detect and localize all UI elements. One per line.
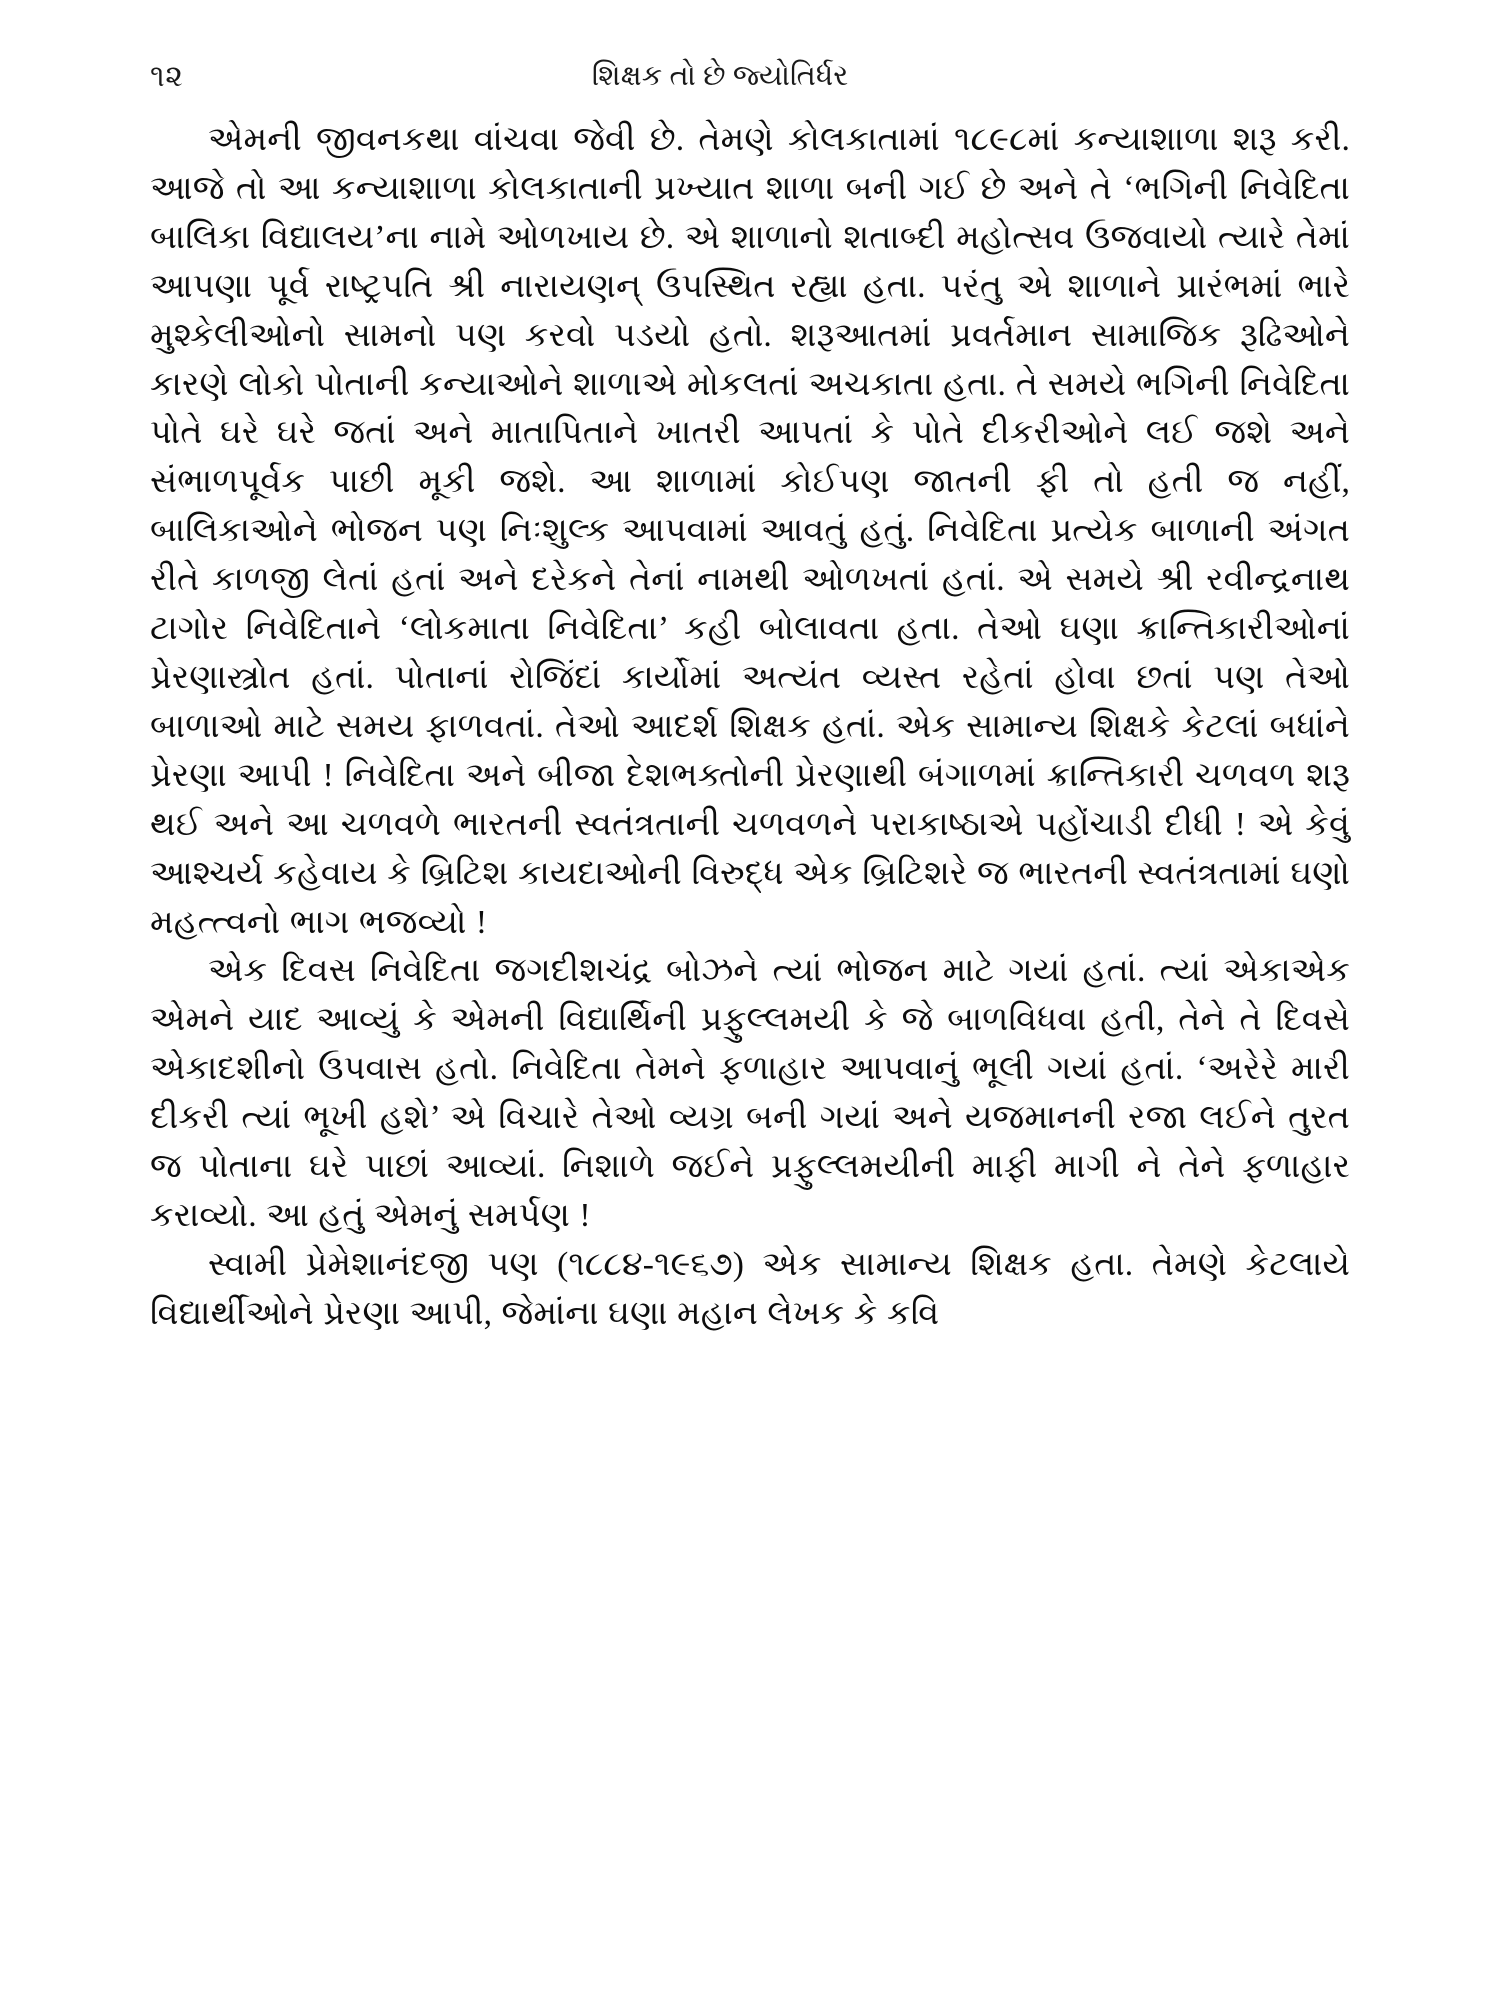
paragraph-1: એમની જીવનકથા વાંચવા જેવી છે. તેમણે કોલકાતામાં ૧૮૯૮માં કન્યાશાળા શરૂ કરી. આજે તો આ કન્યાશાળા કોલકાતાની પ્રખ્યાત શાળા બની ગઈ છે અને તે ‘ભગિની નિવેદિતા બાલિકા વિદ્યાલય’ના નામે ઓળખાય છે. એ શાળાનો શતાબ્દી મહોત્સવ ઉજવાયો ત્યારે તેમાં આપણા પૂર્વ રાષ્ટ્રપતિ શ્રી નારાયણન્ ઉપસ્થિત રહ્યા હતા. પરંતુ એ શાળાને પ્રારંભમાં ભારે મુશ્કેલીઓનો સામનો પણ કરવો પડયો હતો. શરૂઆતમાં પ્રવર્તમાન સામાજિક રૂઢિઓને કારણે લોકો પોતાની કન્યાઓને શાળાએ મોકલતાં અચકાતા હતા. તે સમયે ભગિની નિવેદિતા પોતે ઘરે ઘરે જતાં અને માતાપિતાને ખાતરી આપતાં કે પોતે દીકરીઓને લઈ જશે અને સંભાળપૂર્વક પાછી મૂકી જશે. આ શાળામાં કોઈપણ જાતની ફી તો હતી જ નહીં, બાલિકાઓને ભોજન પણ નિઃશુલ્ક આપવામાં આવતું હતું. નિવેદિતા પ્રત્યેક બાળાની અંગત રીતે કાળજી લેતાં હતાં અને દરેકને તેનાં નામથી ઓળખતાં હતાં. એ સમયે શ્રી રવીન્દ્રનાથ ટાગોર નિવેદિતાને ‘લોકમાતા નિવેદિતા’ કહી બોલાવતા હતા. તેઓ ઘણા ક્રાન્તિકારીઓનાં પ્રેરણાસ્ત્રોત હતાં. પોતાનાં રોજિંદાં કાર્યોમાં અત્યંત વ્યસ્ત રહેતાં હોવા છતાં પણ તેઓ બાળાઓ માટે સમય ફાળવતાં. તેઓ આદર્શ શિક્ષક હતાં. એક સામાન્ય શિક્ષકે કેટલાં બધાંને પ્રેરણા આપી ! નિવેદિતા અને બીજા દેશભક્તોની પ્રેરણાથી બંગાળમાં ક્રાન્તિકારી ચળવળ શરૂ થઈ અને આ ચળવળે ભારતની સ્વતંત્રતાની ચળવળને પરાકાષ્ઠાએ પહોંચાડી દીધી ! એ કેવું આશ્ચર્ય કહેવાય કે બ્રિટિશ કાયદાઓની વિરુદ્ધ એક બ્રિટિશરે જ ભારતની સ્વતંત્રતામાં ઘણો મહત્ત્વનો ભાગ ભજવ્યો ! xyxy=(150,121,1350,941)
page-content-area xyxy=(150,60,1350,1339)
body-text xyxy=(150,116,1350,1339)
running-head: શિક્ષક તો છે જ્યોતિર્ધર xyxy=(591,60,849,92)
page-header xyxy=(150,60,1350,106)
paragraph-2: એક દિવસ નિવેદિતા જગદીશચંદ્ર બોઝને ત્યાં ભોજન માટે ગયાં હતાં. ત્યાં એકાએક એમને યાદ આવ્યું કે એમની વિદ્યાર્થિની પ્રફુલ્લમયી કે જે બાળવિધવા હતી, તેને તે દિવસે એકાદશીનો ઉપવાસ હતો. નિવેદિતા તેમને ફળાહાર આપવાનું ભૂલી ગયાં હતાં. ‘અરેરે મારી દીકરી ત્યાં ભૂખી હશે’ એ વિચારે તેઓ વ્યગ્ર બની ગયાં અને યજમાનની રજા લઈને તુરત જ પોતાના ઘરે પાછાં આવ્યાં. નિશાળે જઈને પ્રફુલ્લમયીની માફી માગી ને તેને ફળાહાર કરાવ્યો. આ હતું એમનું સમર્પણ ! xyxy=(150,952,1350,1234)
paragraph-3: સ્વામી પ્રેમેશાનંદજી પણ (૧૮૮૪-૧૯૬૭) એક સામાન્ય શિક્ષક હતા. તેમણે કેટલાયે વિદ્યાર્થીઓને પ્રેરણા આપી, જેમાંના ઘણા મહાન લેખક કે કવિ xyxy=(150,1245,1350,1332)
page-number: ૧૨ xyxy=(150,60,184,93)
